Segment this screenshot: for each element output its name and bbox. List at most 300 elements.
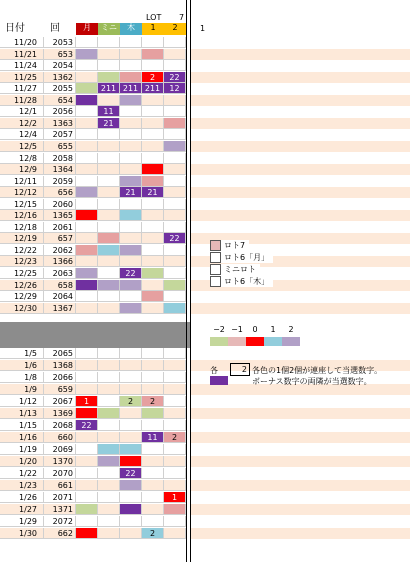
date-cell[interactable]: 12/8 bbox=[0, 153, 44, 164]
number-cell[interactable] bbox=[120, 408, 142, 419]
number-cell[interactable] bbox=[76, 408, 98, 419]
date-cell[interactable]: 1/27 bbox=[0, 504, 44, 515]
number-cell[interactable] bbox=[120, 348, 142, 359]
draw-number-cell[interactable]: 660 bbox=[44, 432, 76, 443]
number-cell[interactable] bbox=[164, 360, 186, 371]
date-cell[interactable]: 1/16 bbox=[0, 432, 44, 443]
number-cell[interactable] bbox=[98, 233, 120, 244]
number-cell[interactable]: 21 bbox=[120, 187, 142, 198]
table-row bbox=[0, 456, 410, 467]
draw-number-cell[interactable]: 653 bbox=[44, 49, 76, 60]
number-cell[interactable] bbox=[98, 95, 120, 106]
number-cell[interactable]: 21 bbox=[142, 187, 164, 198]
number-cell[interactable] bbox=[142, 291, 164, 302]
number-cell[interactable] bbox=[98, 456, 120, 467]
number-cell[interactable] bbox=[76, 199, 98, 210]
draw-number-cell[interactable]: 658 bbox=[44, 280, 76, 291]
date-cell[interactable]: 1/30 bbox=[0, 528, 44, 539]
number-cell[interactable] bbox=[142, 164, 164, 175]
date-cell[interactable]: 11/28 bbox=[0, 95, 44, 106]
number-cell[interactable] bbox=[76, 187, 98, 198]
number-cell[interactable] bbox=[98, 37, 120, 48]
number-cell[interactable] bbox=[120, 372, 142, 383]
number-cell[interactable] bbox=[76, 118, 98, 129]
number-cell[interactable] bbox=[76, 176, 98, 187]
date-cell[interactable]: 12/9 bbox=[0, 164, 44, 175]
number-cell[interactable] bbox=[164, 516, 186, 527]
number-cell[interactable] bbox=[120, 210, 142, 221]
number-cell[interactable] bbox=[142, 408, 164, 419]
date-cell[interactable]: 1/9 bbox=[0, 384, 44, 395]
number-cell[interactable] bbox=[142, 222, 164, 233]
draw-number-cell[interactable]: 2064 bbox=[44, 291, 76, 302]
number-cell[interactable] bbox=[98, 256, 120, 267]
date-cell[interactable]: 12/18 bbox=[0, 222, 44, 233]
number-cell[interactable] bbox=[120, 384, 142, 395]
number-cell[interactable] bbox=[142, 95, 164, 106]
number-cell[interactable] bbox=[76, 468, 98, 479]
number-cell[interactable] bbox=[120, 456, 142, 467]
header-col-mini: ミニ bbox=[98, 23, 120, 35]
number-cell[interactable] bbox=[164, 153, 186, 164]
number-cell[interactable] bbox=[142, 420, 164, 431]
empty-cells bbox=[190, 420, 410, 431]
number-cell[interactable] bbox=[98, 303, 120, 314]
number-cell[interactable] bbox=[164, 268, 186, 279]
number-cell[interactable] bbox=[98, 210, 120, 221]
number-cell[interactable] bbox=[142, 256, 164, 267]
number-cell[interactable] bbox=[142, 176, 164, 187]
number-cell[interactable] bbox=[142, 118, 164, 129]
number-cell[interactable] bbox=[142, 268, 164, 279]
date-cell[interactable]: 11/21 bbox=[0, 49, 44, 60]
number-cell[interactable] bbox=[164, 95, 186, 106]
number-cell[interactable] bbox=[76, 360, 98, 371]
number-cell[interactable] bbox=[164, 60, 186, 71]
number-cell[interactable] bbox=[164, 372, 186, 383]
number-cell[interactable] bbox=[120, 199, 142, 210]
number-cell[interactable]: 1 bbox=[76, 396, 98, 407]
separator-row bbox=[0, 322, 190, 335]
date-cell[interactable]: 12/12 bbox=[0, 187, 44, 198]
number-cell[interactable] bbox=[142, 233, 164, 244]
number-cell[interactable] bbox=[142, 516, 164, 527]
date-cell[interactable]: 1/8 bbox=[0, 372, 44, 383]
number-cell[interactable] bbox=[164, 303, 186, 314]
date-cell[interactable]: 12/11 bbox=[0, 176, 44, 187]
number-cell[interactable] bbox=[120, 245, 142, 256]
number-cell[interactable] bbox=[76, 303, 98, 314]
number-cell[interactable] bbox=[120, 106, 142, 117]
number-cell[interactable] bbox=[98, 153, 120, 164]
number-cell[interactable] bbox=[98, 408, 120, 419]
draw-number-cell[interactable]: 2056 bbox=[44, 106, 76, 117]
draw-number-cell[interactable]: 2063 bbox=[44, 268, 76, 279]
number-cell[interactable] bbox=[98, 420, 120, 431]
table-row bbox=[0, 256, 410, 267]
number-cell[interactable]: 22 bbox=[164, 233, 186, 244]
number-cell[interactable] bbox=[164, 176, 186, 187]
date-cell[interactable]: 12/23 bbox=[0, 256, 44, 267]
number-cell[interactable] bbox=[142, 444, 164, 455]
number-cell[interactable] bbox=[120, 432, 142, 443]
number-cell[interactable] bbox=[164, 468, 186, 479]
draw-number-cell[interactable]: 1371 bbox=[44, 504, 76, 515]
number-cell[interactable]: 12 bbox=[164, 83, 186, 94]
number-cell[interactable] bbox=[120, 95, 142, 106]
draw-number-cell[interactable]: 2066 bbox=[44, 372, 76, 383]
date-cell[interactable]: 12/2 bbox=[0, 118, 44, 129]
number-cell[interactable] bbox=[98, 222, 120, 233]
number-cell[interactable]: 2 bbox=[164, 432, 186, 443]
date-cell[interactable]: 1/13 bbox=[0, 408, 44, 419]
draw-number-cell[interactable]: 1366 bbox=[44, 256, 76, 267]
number-cell[interactable] bbox=[164, 528, 186, 539]
number-cell[interactable]: 2 bbox=[142, 72, 164, 83]
number-cell[interactable] bbox=[98, 280, 120, 291]
number-cell[interactable]: 2 bbox=[142, 528, 164, 539]
draw-number-cell[interactable]: 2053 bbox=[44, 37, 76, 48]
number-cell[interactable] bbox=[164, 210, 186, 221]
number-cell[interactable] bbox=[142, 372, 164, 383]
draw-number-cell[interactable]: 2060 bbox=[44, 199, 76, 210]
number-cell[interactable] bbox=[164, 348, 186, 359]
number-cell[interactable] bbox=[120, 164, 142, 175]
number-cell[interactable]: 11 bbox=[142, 432, 164, 443]
number-cell[interactable] bbox=[120, 504, 142, 515]
number-cell[interactable] bbox=[98, 141, 120, 152]
number-cell[interactable] bbox=[98, 504, 120, 515]
number-cell[interactable] bbox=[76, 456, 98, 467]
number-cell[interactable] bbox=[164, 396, 186, 407]
number-cell[interactable] bbox=[76, 245, 98, 256]
draw-number-cell[interactable]: 2067 bbox=[44, 396, 76, 407]
date-cell[interactable]: 12/4 bbox=[0, 129, 44, 140]
number-cell[interactable] bbox=[142, 199, 164, 210]
number-cell[interactable] bbox=[142, 129, 164, 140]
number-cell[interactable] bbox=[164, 199, 186, 210]
scale-swatch bbox=[282, 337, 300, 346]
date-cell[interactable]: 11/25 bbox=[0, 72, 44, 83]
number-cell[interactable] bbox=[164, 164, 186, 175]
date-cell[interactable]: 1/20 bbox=[0, 456, 44, 467]
table-row bbox=[0, 95, 410, 106]
number-cell[interactable] bbox=[120, 72, 142, 83]
draw-number-cell[interactable]: 1362 bbox=[44, 72, 76, 83]
draw-number-cell[interactable]: 2065 bbox=[44, 348, 76, 359]
empty-cells bbox=[190, 456, 410, 467]
number-cell[interactable] bbox=[98, 268, 120, 279]
date-cell[interactable]: 12/5 bbox=[0, 141, 44, 152]
date-cell[interactable]: 12/22 bbox=[0, 245, 44, 256]
number-cell[interactable]: 22 bbox=[76, 420, 98, 431]
number-cell[interactable] bbox=[76, 291, 98, 302]
draw-number-cell[interactable]: 2061 bbox=[44, 222, 76, 233]
number-cell[interactable] bbox=[164, 504, 186, 515]
number-cell[interactable] bbox=[98, 384, 120, 395]
date-cell[interactable]: 1/5 bbox=[0, 348, 44, 359]
number-cell[interactable] bbox=[76, 432, 98, 443]
date-cell[interactable]: 1/23 bbox=[0, 480, 44, 491]
number-cell[interactable] bbox=[76, 95, 98, 106]
number-cell[interactable] bbox=[142, 106, 164, 117]
number-cell[interactable] bbox=[142, 384, 164, 395]
date-cell[interactable]: 1/26 bbox=[0, 492, 44, 503]
number-cell[interactable] bbox=[76, 233, 98, 244]
draw-number-cell[interactable]: 1368 bbox=[44, 360, 76, 371]
draw-number-cell[interactable]: 1363 bbox=[44, 118, 76, 129]
draw-number-cell[interactable]: 2069 bbox=[44, 444, 76, 455]
table-row bbox=[0, 153, 410, 164]
number-cell[interactable] bbox=[76, 164, 98, 175]
draw-number-cell[interactable]: 2062 bbox=[44, 245, 76, 256]
number-cell[interactable] bbox=[120, 303, 142, 314]
number-cell[interactable] bbox=[98, 245, 120, 256]
number-cell[interactable] bbox=[120, 60, 142, 71]
number-cell[interactable]: 22 bbox=[120, 468, 142, 479]
number-cell[interactable] bbox=[120, 291, 142, 302]
date-cell[interactable]: 11/24 bbox=[0, 60, 44, 71]
number-cell[interactable] bbox=[76, 528, 98, 539]
date-cell[interactable]: 12/30 bbox=[0, 303, 44, 314]
legend-swatch bbox=[210, 252, 221, 263]
number-cell[interactable] bbox=[98, 176, 120, 187]
number-cell[interactable] bbox=[98, 432, 120, 443]
number-cell[interactable] bbox=[98, 468, 120, 479]
number-cell[interactable] bbox=[142, 456, 164, 467]
date-cell[interactable]: 1/19 bbox=[0, 444, 44, 455]
number-cell[interactable] bbox=[120, 49, 142, 60]
number-cell[interactable] bbox=[120, 444, 142, 455]
number-cell[interactable]: 211 bbox=[142, 83, 164, 94]
number-cell[interactable] bbox=[76, 492, 98, 503]
date-cell[interactable]: 12/16 bbox=[0, 210, 44, 221]
number-cell[interactable] bbox=[164, 444, 186, 455]
number-cell[interactable] bbox=[120, 280, 142, 291]
number-cell[interactable] bbox=[142, 37, 164, 48]
draw-number-cell[interactable]: 654 bbox=[44, 95, 76, 106]
table-row bbox=[0, 141, 410, 152]
number-cell[interactable] bbox=[164, 256, 186, 267]
number-cell[interactable] bbox=[120, 176, 142, 187]
number-cell[interactable] bbox=[164, 291, 186, 302]
number-cell[interactable] bbox=[142, 348, 164, 359]
separator-row bbox=[0, 335, 190, 348]
number-cell[interactable] bbox=[98, 129, 120, 140]
number-cell[interactable] bbox=[142, 210, 164, 221]
number-cell[interactable] bbox=[164, 141, 186, 152]
number-cell[interactable] bbox=[76, 516, 98, 527]
date-cell[interactable]: 11/27 bbox=[0, 83, 44, 94]
number-cell[interactable] bbox=[98, 396, 120, 407]
number-cell[interactable] bbox=[142, 303, 164, 314]
number-cell[interactable] bbox=[98, 291, 120, 302]
empty-cells bbox=[190, 187, 410, 198]
number-cell[interactable] bbox=[76, 256, 98, 267]
number-cell[interactable]: 2 bbox=[120, 396, 142, 407]
number-cell[interactable] bbox=[76, 222, 98, 233]
number-cell[interactable] bbox=[142, 60, 164, 71]
table-row bbox=[0, 49, 410, 60]
draw-number-cell[interactable]: 655 bbox=[44, 141, 76, 152]
number-cell[interactable] bbox=[98, 516, 120, 527]
number-cell[interactable] bbox=[120, 360, 142, 371]
number-cell[interactable] bbox=[76, 60, 98, 71]
draw-number-cell[interactable]: 661 bbox=[44, 480, 76, 491]
draw-number-cell[interactable]: 2059 bbox=[44, 176, 76, 187]
date-cell[interactable]: 1/22 bbox=[0, 468, 44, 479]
draw-number-cell[interactable]: 1369 bbox=[44, 408, 76, 419]
number-cell[interactable] bbox=[98, 199, 120, 210]
number-cell[interactable] bbox=[76, 141, 98, 152]
number-cell[interactable] bbox=[164, 408, 186, 419]
number-cell[interactable] bbox=[98, 444, 120, 455]
number-cell[interactable] bbox=[76, 83, 98, 94]
number-cell[interactable]: 211 bbox=[98, 83, 120, 94]
number-cell[interactable] bbox=[142, 504, 164, 515]
number-cell[interactable] bbox=[98, 187, 120, 198]
number-cell[interactable] bbox=[76, 37, 98, 48]
table-row bbox=[0, 72, 410, 83]
number-cell[interactable] bbox=[164, 280, 186, 291]
scale-label: −1 bbox=[231, 325, 243, 334]
number-cell[interactable] bbox=[98, 360, 120, 371]
number-cell[interactable]: 2 bbox=[142, 396, 164, 407]
number-cell[interactable] bbox=[98, 480, 120, 491]
table-row bbox=[0, 432, 410, 443]
draw-number-cell[interactable]: 1370 bbox=[44, 456, 76, 467]
number-cell[interactable] bbox=[142, 280, 164, 291]
number-cell[interactable] bbox=[98, 72, 120, 83]
number-cell[interactable] bbox=[164, 118, 186, 129]
draw-number-cell[interactable]: 662 bbox=[44, 528, 76, 539]
number-cell[interactable] bbox=[164, 106, 186, 117]
draw-number-cell[interactable]: 1365 bbox=[44, 210, 76, 221]
date-cell[interactable]: 12/29 bbox=[0, 291, 44, 302]
number-cell[interactable] bbox=[120, 153, 142, 164]
number-cell[interactable] bbox=[98, 492, 120, 503]
legend-label: ロト6「月」 bbox=[224, 253, 270, 262]
table-row bbox=[0, 396, 410, 407]
number-cell[interactable] bbox=[98, 60, 120, 71]
number-cell[interactable] bbox=[120, 141, 142, 152]
number-cell[interactable] bbox=[120, 118, 142, 129]
number-cell[interactable] bbox=[142, 480, 164, 491]
number-cell[interactable] bbox=[76, 129, 98, 140]
number-cell[interactable]: 11 bbox=[98, 106, 120, 117]
number-cell[interactable] bbox=[120, 129, 142, 140]
number-cell[interactable] bbox=[98, 49, 120, 60]
date-cell[interactable]: 1/15 bbox=[0, 420, 44, 431]
number-cell[interactable] bbox=[76, 153, 98, 164]
date-cell[interactable]: 11/20 bbox=[0, 37, 44, 48]
number-cell[interactable]: 21 bbox=[98, 118, 120, 129]
date-cell[interactable]: 1/12 bbox=[0, 396, 44, 407]
draw-number-cell[interactable]: 2054 bbox=[44, 60, 76, 71]
number-cell[interactable] bbox=[120, 420, 142, 431]
number-cell[interactable] bbox=[142, 153, 164, 164]
draw-number-cell[interactable]: 2058 bbox=[44, 153, 76, 164]
number-cell[interactable] bbox=[76, 106, 98, 117]
number-cell[interactable] bbox=[120, 222, 142, 233]
draw-number-cell[interactable]: 1364 bbox=[44, 164, 76, 175]
number-cell[interactable]: 22 bbox=[164, 72, 186, 83]
number-cell[interactable] bbox=[164, 129, 186, 140]
number-cell[interactable] bbox=[164, 384, 186, 395]
number-cell[interactable] bbox=[120, 492, 142, 503]
number-cell[interactable] bbox=[164, 49, 186, 60]
number-cell[interactable] bbox=[164, 245, 186, 256]
number-cell[interactable] bbox=[98, 372, 120, 383]
number-cell[interactable] bbox=[142, 141, 164, 152]
draw-number-cell[interactable]: 659 bbox=[44, 384, 76, 395]
draw-number-cell[interactable]: 2072 bbox=[44, 516, 76, 527]
number-cell[interactable] bbox=[120, 528, 142, 539]
number-cell[interactable] bbox=[76, 348, 98, 359]
number-cell[interactable] bbox=[164, 37, 186, 48]
draw-number-cell[interactable]: 657 bbox=[44, 233, 76, 244]
draw-number-cell[interactable]: 2070 bbox=[44, 468, 76, 479]
draw-number-cell[interactable]: 1367 bbox=[44, 303, 76, 314]
number-cell[interactable] bbox=[76, 444, 98, 455]
number-cell[interactable] bbox=[98, 348, 120, 359]
number-cell[interactable] bbox=[142, 360, 164, 371]
scale-swatch bbox=[246, 337, 264, 346]
number-cell[interactable] bbox=[76, 372, 98, 383]
draw-number-cell[interactable]: 656 bbox=[44, 187, 76, 198]
number-cell[interactable] bbox=[120, 233, 142, 244]
number-cell[interactable] bbox=[76, 49, 98, 60]
draw-number-cell[interactable]: 2068 bbox=[44, 420, 76, 431]
date-cell[interactable]: 12/25 bbox=[0, 268, 44, 279]
number-cell[interactable] bbox=[76, 384, 98, 395]
draw-number-cell[interactable]: 2057 bbox=[44, 129, 76, 140]
number-cell[interactable] bbox=[164, 456, 186, 467]
number-cell[interactable]: 22 bbox=[120, 268, 142, 279]
number-cell[interactable] bbox=[76, 268, 98, 279]
number-cell[interactable] bbox=[164, 187, 186, 198]
date-cell[interactable]: 12/26 bbox=[0, 280, 44, 291]
number-cell[interactable] bbox=[164, 420, 186, 431]
date-cell[interactable]: 12/1 bbox=[0, 106, 44, 117]
draw-number-cell[interactable]: 2055 bbox=[44, 83, 76, 94]
number-cell[interactable] bbox=[142, 49, 164, 60]
number-cell[interactable] bbox=[76, 210, 98, 221]
number-cell[interactable] bbox=[120, 516, 142, 527]
number-cell[interactable] bbox=[98, 528, 120, 539]
number-cell[interactable]: 1 bbox=[164, 492, 186, 503]
number-cell[interactable] bbox=[76, 72, 98, 83]
number-cell[interactable] bbox=[164, 222, 186, 233]
number-cell[interactable] bbox=[142, 492, 164, 503]
date-cell[interactable]: 12/15 bbox=[0, 199, 44, 210]
number-cell[interactable] bbox=[120, 480, 142, 491]
draw-number-cell[interactable]: 2071 bbox=[44, 492, 76, 503]
number-cell[interactable]: 211 bbox=[120, 83, 142, 94]
number-cell[interactable] bbox=[164, 480, 186, 491]
number-cell[interactable] bbox=[142, 468, 164, 479]
number-cell[interactable] bbox=[142, 245, 164, 256]
date-cell[interactable]: 12/19 bbox=[0, 233, 44, 244]
number-cell[interactable] bbox=[76, 480, 98, 491]
number-cell[interactable] bbox=[120, 37, 142, 48]
number-cell[interactable] bbox=[76, 504, 98, 515]
date-cell[interactable]: 1/6 bbox=[0, 360, 44, 371]
number-cell[interactable] bbox=[76, 280, 98, 291]
number-cell[interactable] bbox=[98, 164, 120, 175]
date-cell[interactable]: 1/29 bbox=[0, 516, 44, 527]
number-cell[interactable] bbox=[120, 256, 142, 267]
